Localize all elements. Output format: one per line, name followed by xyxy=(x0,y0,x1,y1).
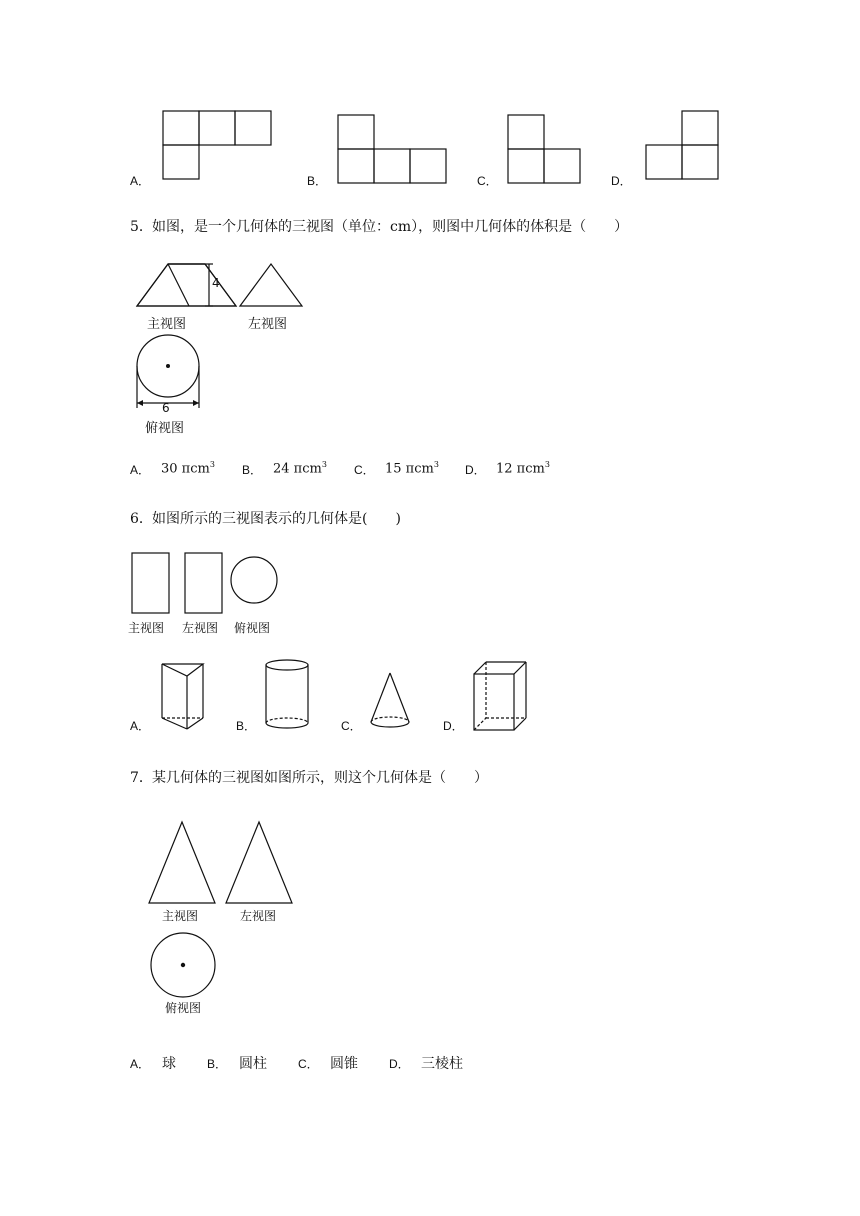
q5-answer-b-letter: B． xyxy=(242,463,263,477)
q7-answer-a-letter: A． xyxy=(130,1057,151,1071)
q7-answer-c-text: 圆锥 xyxy=(330,1056,358,1072)
q7-answer-b-text: 圆柱 xyxy=(239,1056,267,1072)
q5-left-view-caption: 左视图 xyxy=(248,317,288,332)
q5-top-view-caption: 俯视图 xyxy=(145,421,185,436)
q7-answer-b-letter: B． xyxy=(207,1057,228,1071)
q5-answer-a-letter: A． xyxy=(130,463,151,477)
q5-answer-c-letter: C． xyxy=(354,463,375,477)
q4-option-c-label: C． xyxy=(477,174,498,188)
q6-option-b-label: B． xyxy=(236,719,257,733)
q7-left-view-caption: 左视图 xyxy=(240,909,277,923)
q5-answer-d-letter: D． xyxy=(465,463,486,477)
q4-option-a-label: A． xyxy=(130,174,151,188)
q5-front-view-caption: 主视图 xyxy=(147,317,187,332)
q5-width-label: 6 xyxy=(162,401,170,415)
q6-front-view-caption: 主视图 xyxy=(128,621,165,635)
q6-option-c-label: C． xyxy=(341,719,362,733)
q4-option-d-label: D． xyxy=(611,174,632,188)
q7-answer-d-letter: D． xyxy=(389,1057,410,1071)
q6-option-a-label: A． xyxy=(130,719,151,733)
q7-front-view-caption: 主视图 xyxy=(162,909,199,923)
q5-height-label: 4 xyxy=(212,276,220,290)
q6-left-view-caption: 左视图 xyxy=(182,621,219,635)
q6-option-d-label: D． xyxy=(443,719,464,733)
q7-answer-a-text: 球 xyxy=(162,1056,176,1072)
q6-top-view-caption: 俯视图 xyxy=(234,621,271,635)
q5-answer-b-value: 24 πcm$^3$ xyxy=(273,460,327,477)
q7-top-view-caption: 俯视图 xyxy=(165,1001,202,1015)
q5-answer-c-value: 15 πcm$^3$ xyxy=(385,460,439,477)
q5-answer-d-value: 12 πcm$^3$ xyxy=(496,460,550,477)
q7-number: 7． xyxy=(130,770,153,786)
q6-number: 6． xyxy=(130,511,153,527)
q4-option-b-label: B． xyxy=(307,174,328,188)
q5-stem: 如图，是一个几何体的三视图（单位：cm），则图中几何体的体积是（ ） xyxy=(152,219,629,235)
q7-stem: 某几何体的三视图如图所示，则这个几何体是（ ） xyxy=(152,770,488,786)
q5-number: 5． xyxy=(130,219,153,235)
q5-answer-a-value: 30 πcm$^3$ xyxy=(161,460,215,477)
q7-answer-d-text: 三棱柱 xyxy=(421,1056,463,1072)
q7-answer-c-letter: C． xyxy=(298,1057,319,1071)
q6-stem: 如图所示的三视图表示的几何体是( ) xyxy=(152,511,401,527)
